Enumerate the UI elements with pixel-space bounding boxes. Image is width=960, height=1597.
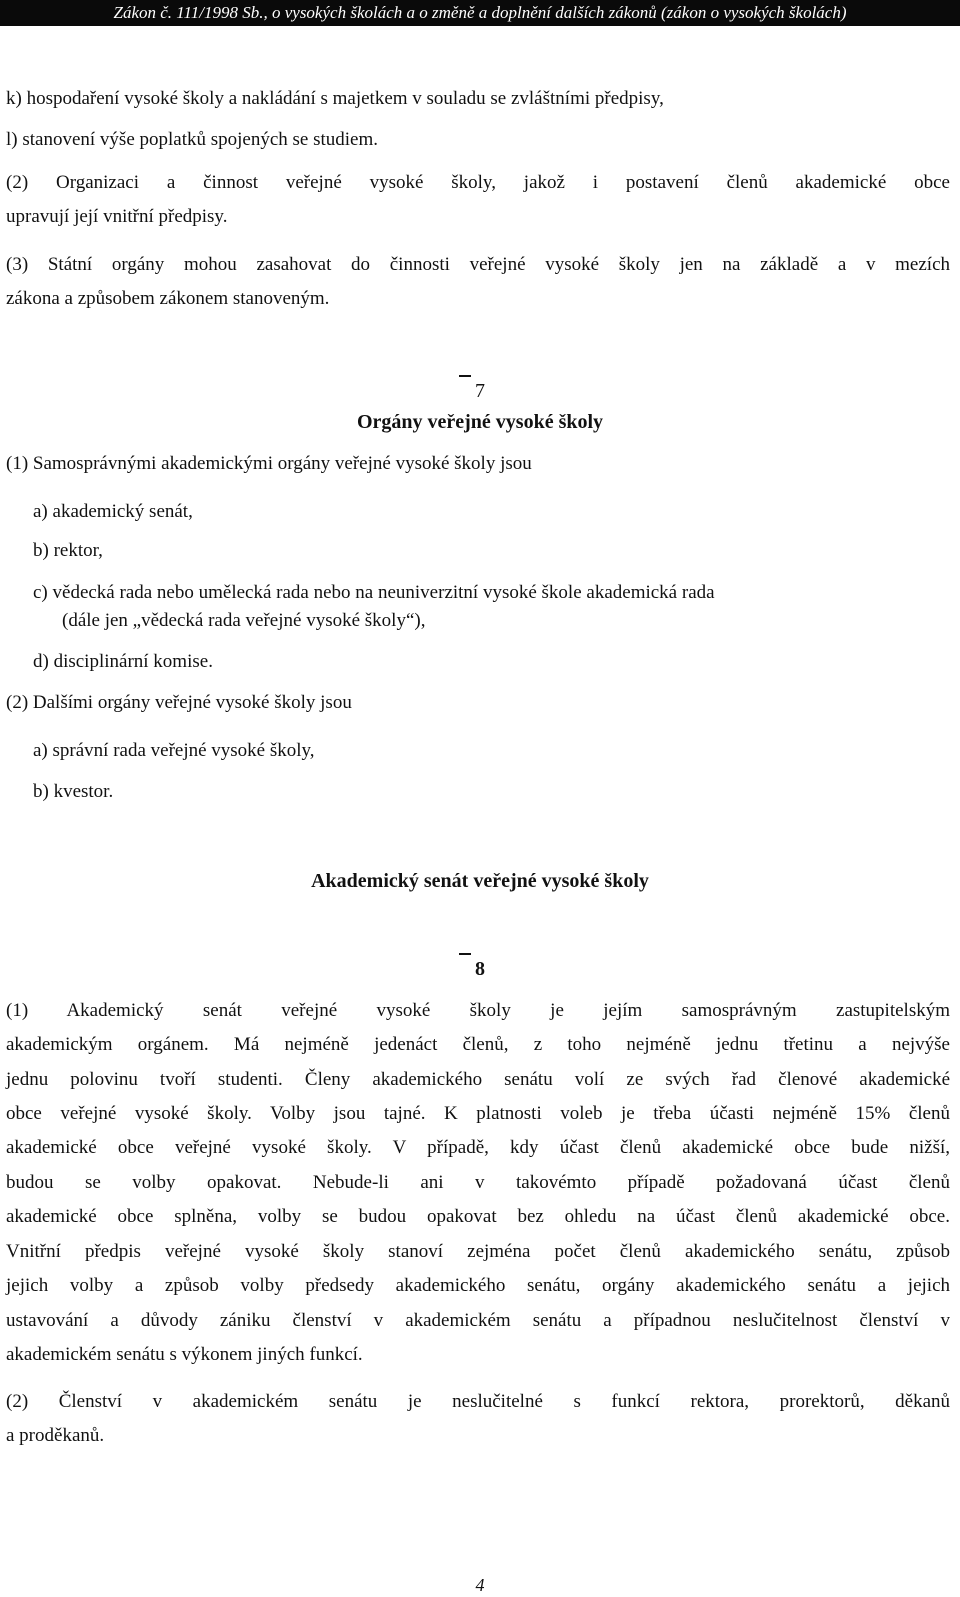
section-8-para-1-line-6: budou se volby opakovat. Nebude-li ani v takovémto případě požadovaná účast členů: [6, 1172, 950, 1193]
section-8-para-1-line-8: Vnitřní předpis veřejné vysoké školy stanoví zejména počet členů akademického senátu, způsob: [6, 1241, 950, 1262]
senate-heading: Akademický senát veřejné vysoké školy: [311, 870, 649, 892]
section-7-item-c-line-2: (dále jen „vědecká rada veřejné vysoké školy“),: [62, 610, 426, 631]
paragraph-2-line-1: (2) Organizaci a činnost veřejné vysoké školy, jakož i postavení členů akademické obce: [6, 172, 950, 193]
section-8-number: 8: [0, 957, 960, 982]
section-7-para-2-item-b: b) kvestor.: [33, 781, 114, 802]
section-7-item-d: d) disciplinární komise.: [33, 651, 213, 672]
header-title: Zákon č. 111/1998 Sb., o vysokých školách a o změně a doplnění dalších zákonů (zákon o vysokých školách): [113, 3, 847, 22]
paragraph-2-line-2: upravují její vnitřní předpisy.: [6, 206, 228, 227]
list-item-l: l) stanovení výše poplatků spojených se studiem.: [6, 129, 379, 150]
section-8-para-2-line-2: a proděkanů.: [6, 1425, 105, 1446]
section-7-number: 7: [0, 379, 960, 404]
section-8-para-2-line-1: (2) Členství v akademickém senátu je neslučitelné s funkcí rektora, prorektorů, děkanů: [6, 1391, 950, 1412]
section-7-title: Orgány veřejné vysoké školy: [356, 411, 604, 433]
section-sign-mark: [459, 375, 471, 377]
section-8-para-1-line-5: akademické obce veřejné vysoké školy. V případě, kdy účast členů akademické obce bude nižší,: [6, 1137, 950, 1158]
paragraph-3-line-2: zákona a způsobem zákonem stanoveným.: [6, 288, 330, 309]
section-7-para-2-item-a: a) správní rada veřejné vysoké školy,: [33, 740, 315, 761]
section-7-para-1-intro: (1) Samosprávnými akademickými orgány veřejné vysoké školy jsou: [6, 453, 532, 474]
document-header: [0, 0, 960, 26]
list-item-k: k) hospodaření vysoké školy a nakládání s majetkem v souladu se zvláštními předpisy,: [6, 88, 664, 109]
page-number: 4: [475, 1575, 485, 1595]
section-8-para-1-line-2: akademickým orgánem. Má nejméně jedenáct členů, z toho nejméně jednu třetinu a nejvýše: [6, 1034, 950, 1055]
section-8-para-1-line-9: jejich volby a způsob volby předsedy akademického senátu, orgány akademického senátu a jejich: [6, 1275, 950, 1296]
section-8-para-1-line-3: jednu polovinu tvoří studenti. Členy akademického senátu volí ze svých řad členové akademické: [6, 1069, 950, 1090]
section-sign-mark: [459, 953, 471, 955]
section-8-para-1-line-11: akademickém senátu s výkonem jiných funkcí.: [6, 1344, 363, 1365]
section-8-para-1-line-4: obce veřejné vysoké školy. Volby jsou tajné. K platnosti voleb je třeba účasti nejméně 15% členů: [6, 1103, 950, 1124]
section-8-para-1-line-7: akademické obce splněna, volby se budou opakovat bez ohledu na účast členů akademické obce.: [6, 1206, 950, 1227]
section-7-para-2-intro: (2) Dalšími orgány veřejné vysoké školy jsou: [6, 692, 352, 713]
section-8-para-1-line-1: (1) Akademický senát veřejné vysoké školy je jejím samosprávným zastupitelským: [6, 1000, 950, 1021]
section-7-item-c-line-1: c) vědecká rada nebo umělecká rada nebo na neuniverzitní vysoké škole akademická rada: [33, 582, 715, 603]
section-8-para-1-line-10: ustavování a důvody zániku členství v akademickém senátu a případnou neslučitelnost členství v: [6, 1310, 950, 1331]
paragraph-3-line-1: (3) Státní orgány mohou zasahovat do činnosti veřejné vysoké školy jen na základě a v mezích: [6, 254, 950, 275]
section-7-item-b: b) rektor,: [33, 540, 103, 561]
section-7-item-a: a) akademický senát,: [33, 501, 193, 522]
